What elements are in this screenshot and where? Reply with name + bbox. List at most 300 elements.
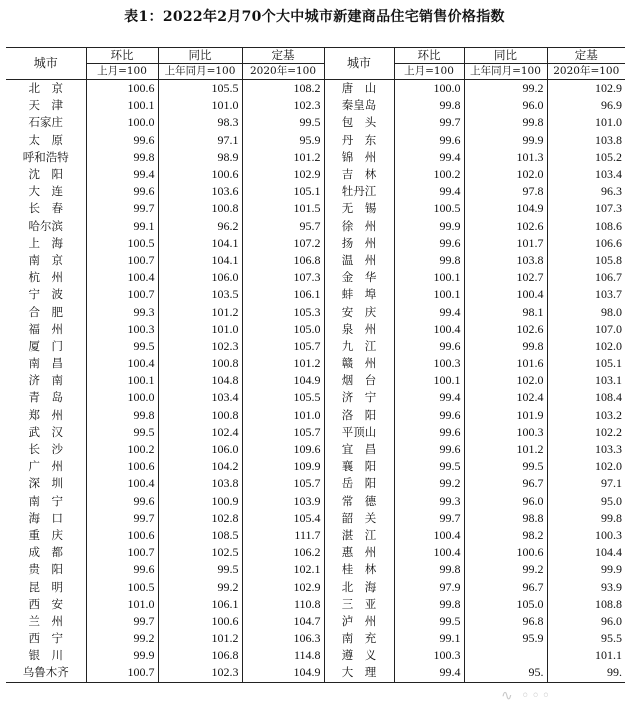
- cell-mom-right: 99.6: [394, 338, 464, 355]
- cell-fixed-right: 105.2: [547, 149, 625, 166]
- cell-mom-right: 97.9: [394, 578, 464, 595]
- cell-mom-right: 100.4: [394, 544, 464, 561]
- cell-city-right: 秦皇岛: [324, 97, 394, 114]
- table-row: [6, 475, 625, 492]
- cell-fixed-right: 106.7: [547, 269, 625, 286]
- table-row: [6, 544, 625, 561]
- cell-fixed-left: 106.2: [242, 544, 324, 561]
- cell-fixed-left: 106.1: [242, 286, 324, 303]
- cell-mom-right: 99.4: [394, 303, 464, 320]
- cell-fixed-right: 103.2: [547, 407, 625, 424]
- cell-yoy-left: 105.5: [158, 80, 242, 98]
- cell-yoy-right: 102.7: [464, 269, 547, 286]
- cell-yoy-right: 101.9: [464, 407, 547, 424]
- cell-yoy-left: 100.8: [158, 407, 242, 424]
- cell-city-left: 福 州: [28, 321, 63, 336]
- cell-yoy-left: 104.2: [158, 458, 242, 475]
- cell-fixed-right: 93.9: [547, 578, 625, 595]
- cell-yoy-left: 101.2: [158, 303, 242, 320]
- cell-yoy-right: 105.0: [464, 596, 547, 613]
- cell-yoy-right: 96.7: [464, 475, 547, 492]
- mom-header-left: 环比: [86, 48, 158, 64]
- cell-fixed-left: 101.2: [242, 355, 324, 372]
- cell-fixed-right: 96.3: [547, 183, 625, 200]
- cell-mom-right: 99.8: [394, 561, 464, 578]
- cell-yoy-right: 99.8: [464, 114, 547, 131]
- cell-city-right: 丹 东: [324, 132, 394, 149]
- cell-mom-left: 100.4: [86, 269, 158, 286]
- cell-mom-right: 99.8: [394, 97, 464, 114]
- cell-mom-left: 99.1: [86, 218, 158, 235]
- cell-city-left: 兰 州: [28, 613, 63, 628]
- cell-mom-right: 99.6: [394, 132, 464, 149]
- cell-fixed-left: 95.9: [242, 132, 324, 149]
- cell-city-right: 三 亚: [324, 596, 394, 613]
- cell-city-right: 金 华: [324, 269, 394, 286]
- yoy-base-left: 上年同月=100: [158, 64, 242, 80]
- cell-yoy-left: 103.5: [158, 286, 242, 303]
- table-row: [6, 252, 625, 269]
- cell-mom-left: 99.6: [86, 132, 158, 149]
- cell-city-right: 洛 阳: [324, 407, 394, 424]
- table-row: [6, 458, 625, 475]
- cell-mom-left: 100.5: [86, 578, 158, 595]
- table-row: [6, 527, 625, 544]
- cell-yoy-right: 101.3: [464, 149, 547, 166]
- cell-fixed-left: 103.9: [242, 493, 324, 510]
- cell-mom-left: 99.7: [86, 613, 158, 630]
- cell-mom-left: 100.2: [86, 441, 158, 458]
- price-index-table: [6, 47, 625, 683]
- cell-yoy-left: 102.3: [158, 664, 242, 682]
- cell-yoy-left: 102.4: [158, 424, 242, 441]
- cell-mom-left: 100.1: [86, 372, 158, 389]
- cell-yoy-left: 106.1: [158, 596, 242, 613]
- cell-city-right: 扬 州: [324, 235, 394, 252]
- cell-yoy-left: 101.0: [158, 321, 242, 338]
- cell-yoy-left: 103.6: [158, 183, 242, 200]
- cell-yoy-right: 99.5: [464, 458, 547, 475]
- cell-city-right: 徐 州: [324, 218, 394, 235]
- cell-yoy-right: 102.6: [464, 218, 547, 235]
- cell-mom-right: 100.4: [394, 527, 464, 544]
- cell-fixed-left: 104.9: [242, 664, 324, 682]
- cell-city-left: 呼和浩特: [22, 149, 69, 164]
- cell-city-left: 南 宁: [28, 493, 63, 508]
- cell-mom-right: 99.5: [394, 613, 464, 630]
- cell-city-left: 南 京: [28, 252, 63, 267]
- cell-fixed-left: 104.7: [242, 613, 324, 630]
- page-title: 表1：2022年2月70个大中城市新建商品住宅销售价格指数: [124, 9, 505, 25]
- cell-fixed-right: 98.0: [547, 303, 625, 320]
- cell-mom-left: 99.2: [86, 630, 158, 647]
- cell-city-right: 无 锡: [324, 200, 394, 217]
- cell-fixed-right: 103.8: [547, 132, 625, 149]
- cell-city-right: 蚌 埠: [324, 286, 394, 303]
- cell-mom-right: 100.5: [394, 200, 464, 217]
- fixed-header-right: 定基: [547, 48, 625, 64]
- cell-mom-right: 100.2: [394, 166, 464, 183]
- cell-city-left: 广 州: [28, 459, 63, 474]
- cell-fixed-left: 105.5: [242, 389, 324, 406]
- cell-mom-left: 99.6: [86, 493, 158, 510]
- cell-fixed-left: 105.4: [242, 510, 324, 527]
- cell-mom-left: 99.5: [86, 338, 158, 355]
- table-row: [6, 578, 625, 595]
- cell-mom-right: 99.3: [394, 493, 464, 510]
- cell-mom-left: 100.7: [86, 544, 158, 561]
- cell-mom-right: 99.9: [394, 218, 464, 235]
- cell-mom-left: 99.3: [86, 303, 158, 320]
- cell-fixed-left: 101.5: [242, 200, 324, 217]
- cell-fixed-right: 102.0: [547, 338, 625, 355]
- cell-city-left: 济 南: [28, 373, 63, 388]
- cell-yoy-left: 104.1: [158, 235, 242, 252]
- cell-city-right: 桂 林: [324, 561, 394, 578]
- cell-city-left: 成 都: [28, 545, 63, 560]
- cell-yoy-right: 99.9: [464, 132, 547, 149]
- cell-mom-left: 99.6: [86, 561, 158, 578]
- cell-city-right: 安 庆: [324, 303, 394, 320]
- cell-fixed-right: 101.0: [547, 114, 625, 131]
- cell-city-right: 常 德: [324, 493, 394, 510]
- cell-city-right: 烟 台: [324, 372, 394, 389]
- table-row: [6, 200, 625, 217]
- cell-city-left: 大 连: [28, 184, 63, 199]
- table-row: [6, 613, 625, 630]
- cell-city-left: 哈尔滨: [28, 218, 63, 233]
- cell-yoy-right: 97.8: [464, 183, 547, 200]
- cell-yoy-left: 104.1: [158, 252, 242, 269]
- table-row: [6, 132, 625, 149]
- table-row: [6, 510, 625, 527]
- cell-fixed-right: 102.2: [547, 424, 625, 441]
- header-row-2: [6, 64, 625, 80]
- cell-mom-left: 99.8: [86, 407, 158, 424]
- table-row: [6, 114, 625, 131]
- cell-fixed-left: 104.9: [242, 372, 324, 389]
- cell-yoy-right: 96.0: [464, 493, 547, 510]
- cell-fixed-left: 105.0: [242, 321, 324, 338]
- cell-yoy-left: 97.1: [158, 132, 242, 149]
- cell-fixed-left: 101.0: [242, 407, 324, 424]
- table-row: [6, 97, 625, 114]
- cell-mom-right: 100.3: [394, 647, 464, 664]
- cell-city-right: 襄 阳: [324, 458, 394, 475]
- cell-city-right: 北 海: [324, 578, 394, 595]
- cell-city-left: 沈 阳: [28, 167, 63, 182]
- cell-fixed-right: 105.1: [547, 355, 625, 372]
- cell-mom-left: 100.5: [86, 235, 158, 252]
- cell-yoy-right: 102.4: [464, 389, 547, 406]
- cell-city-left: 昆 明: [28, 579, 63, 594]
- cell-city-right: 唐 山: [324, 80, 394, 98]
- cell-yoy-left: 101.0: [158, 97, 242, 114]
- table-row: [6, 218, 625, 235]
- cell-city-right: 岳 阳: [324, 475, 394, 492]
- cell-city-left: 重 庆: [28, 527, 63, 542]
- cell-yoy-right: 100.3: [464, 424, 547, 441]
- cell-mom-left: 100.1: [86, 97, 158, 114]
- cell-mom-right: 99.2: [394, 475, 464, 492]
- cell-yoy-left: 106.8: [158, 647, 242, 664]
- cell-city-right: 宜 昌: [324, 441, 394, 458]
- cell-city-right: 南 充: [324, 630, 394, 647]
- table-row: [6, 596, 625, 613]
- cell-city-left: 石家庄: [28, 115, 63, 130]
- cell-yoy-right: 98.8: [464, 510, 547, 527]
- cell-city-right: 温 州: [324, 252, 394, 269]
- cell-yoy-right: 102.6: [464, 321, 547, 338]
- cell-fixed-right: 108.6: [547, 218, 625, 235]
- cell-yoy-left: 100.8: [158, 355, 242, 372]
- table-row: [6, 321, 625, 338]
- cell-city-left: 太 原: [28, 132, 63, 147]
- cell-yoy-right: 101.6: [464, 355, 547, 372]
- cell-yoy-right: 102.0: [464, 372, 547, 389]
- cell-fixed-right: 107.0: [547, 321, 625, 338]
- cell-yoy-right: 101.7: [464, 235, 547, 252]
- cell-fixed-left: 106.3: [242, 630, 324, 647]
- cell-city-left: 北 京: [28, 81, 63, 96]
- table-row: [6, 80, 625, 98]
- fixed-base-left: 2020年=100: [242, 64, 324, 80]
- header-row-1: [6, 48, 625, 64]
- cell-fixed-left: 102.9: [242, 166, 324, 183]
- cell-fixed-left: 105.1: [242, 183, 324, 200]
- cell-city-right: 锦 州: [324, 149, 394, 166]
- cell-city-left: 深 圳: [28, 476, 63, 491]
- cell-city-left: 长 沙: [28, 442, 63, 457]
- cell-yoy-right: 100.4: [464, 286, 547, 303]
- cell-city-right: 遵 义: [324, 647, 394, 664]
- fixed-base-right: 2020年=100: [547, 64, 625, 80]
- cell-fixed-left: 109.6: [242, 441, 324, 458]
- cell-city-left: 贵 阳: [28, 562, 63, 577]
- cell-yoy-right: 104.9: [464, 200, 547, 217]
- cell-mom-right: 99.4: [394, 389, 464, 406]
- table-row: [6, 235, 625, 252]
- cell-fixed-right: 99.: [547, 664, 625, 682]
- cell-yoy-right: 95.9: [464, 630, 547, 647]
- cell-fixed-right: 96.9: [547, 97, 625, 114]
- cell-yoy-left: 101.2: [158, 630, 242, 647]
- cell-fixed-left: 109.9: [242, 458, 324, 475]
- cell-yoy-left: 106.0: [158, 441, 242, 458]
- cell-yoy-right: 102.0: [464, 166, 547, 183]
- cell-fixed-right: 108.4: [547, 389, 625, 406]
- cell-mom-right: 99.6: [394, 424, 464, 441]
- cell-mom-left: 99.6: [86, 183, 158, 200]
- cell-yoy-right: 96.8: [464, 613, 547, 630]
- cell-city-left: 杭 州: [28, 270, 63, 285]
- cell-city-right: 包 头: [324, 114, 394, 131]
- cell-mom-left: 100.7: [86, 664, 158, 682]
- table-row: [6, 493, 625, 510]
- cell-fixed-left: 101.2: [242, 149, 324, 166]
- cell-city-left: 厦 门: [28, 338, 63, 353]
- cell-mom-right: 99.8: [394, 252, 464, 269]
- cell-mom-right: 99.6: [394, 407, 464, 424]
- cell-yoy-right: 95.: [464, 664, 547, 682]
- cell-yoy-left: 104.8: [158, 372, 242, 389]
- cell-yoy-left: 100.9: [158, 493, 242, 510]
- watermark: ∿ ◦◦◦: [501, 688, 552, 704]
- cell-fixed-right: 102.9: [547, 80, 625, 98]
- cell-yoy-left: 100.6: [158, 166, 242, 183]
- cell-city-left: 青 岛: [28, 390, 63, 405]
- cell-city-right: 济 宁: [324, 389, 394, 406]
- cell-fixed-left: 95.7: [242, 218, 324, 235]
- cell-mom-left: 100.7: [86, 252, 158, 269]
- cell-mom-right: 99.1: [394, 630, 464, 647]
- cell-mom-left: 100.0: [86, 114, 158, 131]
- cell-mom-left: 100.6: [86, 527, 158, 544]
- cell-fixed-right: 95.5: [547, 630, 625, 647]
- cell-yoy-left: 102.3: [158, 338, 242, 355]
- cell-mom-right: 100.4: [394, 321, 464, 338]
- cell-city-left: 宁 波: [28, 287, 63, 302]
- cell-fixed-left: 102.9: [242, 578, 324, 595]
- cell-mom-right: 99.8: [394, 596, 464, 613]
- mom-base-left: 上月=100: [86, 64, 158, 80]
- cell-city-left: 合 肥: [28, 304, 63, 319]
- city-header-right: 城市: [324, 48, 394, 80]
- table-row: [6, 630, 625, 647]
- yoy-header-right: 同比: [464, 48, 547, 64]
- cell-mom-left: 100.0: [86, 389, 158, 406]
- table-row: [6, 424, 625, 441]
- table-row: [6, 664, 625, 682]
- cell-city-left: 海 口: [28, 510, 63, 525]
- cell-mom-right: 99.4: [394, 149, 464, 166]
- cell-yoy-right: 100.6: [464, 544, 547, 561]
- cell-city-left: 南 昌: [28, 356, 63, 371]
- cell-yoy-left: 106.0: [158, 269, 242, 286]
- cell-mom-right: 100.1: [394, 269, 464, 286]
- cell-city-left: 乌鲁木齐: [6, 664, 86, 682]
- cell-yoy-left: 103.4: [158, 389, 242, 406]
- yoy-base-right: 上年同月=100: [464, 64, 547, 80]
- table-row: [6, 183, 625, 200]
- cell-yoy-left: 102.5: [158, 544, 242, 561]
- cell-city-right: 泉 州: [324, 321, 394, 338]
- cell-fixed-right: 105.8: [547, 252, 625, 269]
- cell-mom-left: 100.4: [86, 355, 158, 372]
- cell-city-left: 郑 州: [28, 407, 63, 422]
- cell-yoy-right: 96.7: [464, 578, 547, 595]
- table-row: [6, 303, 625, 320]
- cell-city-left: 西 安: [28, 596, 63, 611]
- cell-fixed-right: 103.3: [547, 441, 625, 458]
- cell-yoy-left: 96.2: [158, 218, 242, 235]
- cell-yoy-right: 99.2: [464, 561, 547, 578]
- cell-mom-right: 100.3: [394, 355, 464, 372]
- mom-header-right: 环比: [394, 48, 464, 64]
- cell-city-left: 武 汉: [28, 424, 63, 439]
- cell-fixed-right: 95.0: [547, 493, 625, 510]
- cell-fixed-left: 102.3: [242, 97, 324, 114]
- city-header-left: 城市: [6, 48, 86, 80]
- table-row: [6, 338, 625, 355]
- cell-mom-right: 99.4: [394, 183, 464, 200]
- table-row: [6, 166, 625, 183]
- cell-mom-left: 100.7: [86, 286, 158, 303]
- cell-mom-right: 100.1: [394, 372, 464, 389]
- cell-yoy-left: 103.8: [158, 475, 242, 492]
- cell-city-right: 吉 林: [324, 166, 394, 183]
- cell-city-right: 大 理: [324, 664, 394, 682]
- cell-mom-left: 99.7: [86, 200, 158, 217]
- cell-yoy-right: 99.2: [464, 80, 547, 98]
- table-row: [6, 389, 625, 406]
- cell-fixed-right: 107.3: [547, 200, 625, 217]
- cell-yoy-right: 103.8: [464, 252, 547, 269]
- cell-mom-right: 99.7: [394, 114, 464, 131]
- cell-yoy-left: 98.9: [158, 149, 242, 166]
- cell-fixed-left: 106.8: [242, 252, 324, 269]
- cell-yoy-right: 96.0: [464, 97, 547, 114]
- cell-fixed-right: 108.8: [547, 596, 625, 613]
- cell-fixed-left: 99.5: [242, 114, 324, 131]
- cell-yoy-left: 100.6: [158, 613, 242, 630]
- cell-mom-left: 100.3: [86, 321, 158, 338]
- cell-fixed-left: 114.8: [242, 647, 324, 664]
- cell-mom-right: 99.7: [394, 510, 464, 527]
- cell-yoy-right: 99.8: [464, 338, 547, 355]
- cell-yoy-left: 99.5: [158, 561, 242, 578]
- cell-city-left: 银 川: [28, 648, 63, 663]
- cell-fixed-left: 111.7: [242, 527, 324, 544]
- table-row: [6, 286, 625, 303]
- cell-fixed-right: 103.7: [547, 286, 625, 303]
- cell-yoy-right: 101.2: [464, 441, 547, 458]
- cell-yoy-left: 100.8: [158, 200, 242, 217]
- cell-fixed-left: 102.1: [242, 561, 324, 578]
- cell-fixed-right: 101.1: [547, 647, 625, 664]
- cell-fixed-left: 110.8: [242, 596, 324, 613]
- table-row: [6, 441, 625, 458]
- cell-mom-left: 100.4: [86, 475, 158, 492]
- cell-city-left: 长 春: [28, 201, 63, 216]
- cell-fixed-right: 99.8: [547, 510, 625, 527]
- table-row: [6, 355, 625, 372]
- cell-fixed-left: 108.2: [242, 80, 324, 98]
- cell-city-right: 泸 州: [324, 613, 394, 630]
- cell-mom-left: 99.4: [86, 166, 158, 183]
- cell-mom-right: 99.4: [394, 664, 464, 682]
- cell-mom-right: 99.5: [394, 458, 464, 475]
- fixed-header-left: 定基: [242, 48, 324, 64]
- cell-yoy-left: 98.3: [158, 114, 242, 131]
- cell-city-right: 韶 关: [324, 510, 394, 527]
- cell-city-right: 九 江: [324, 338, 394, 355]
- cell-city-right: 赣 州: [324, 355, 394, 372]
- cell-fixed-right: 106.6: [547, 235, 625, 252]
- cell-fixed-left: 107.3: [242, 269, 324, 286]
- table-row: [6, 269, 625, 286]
- cell-mom-right: 100.0: [394, 80, 464, 98]
- cell-mom-left: 100.6: [86, 80, 158, 98]
- cell-fixed-left: 105.7: [242, 424, 324, 441]
- cell-mom-left: 99.9: [86, 647, 158, 664]
- table-row: [6, 647, 625, 664]
- cell-fixed-left: 105.7: [242, 338, 324, 355]
- cell-fixed-left: 107.2: [242, 235, 324, 252]
- cell-yoy-right: [464, 647, 547, 664]
- cell-mom-right: 100.1: [394, 286, 464, 303]
- table-row: [6, 372, 625, 389]
